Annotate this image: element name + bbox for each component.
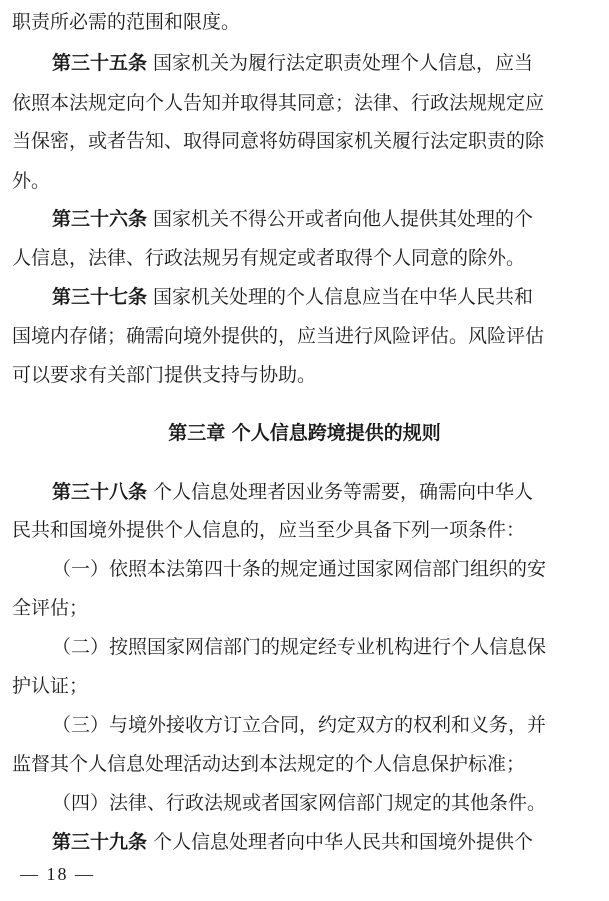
list-item: （一）依照本法第四十条的规定通过国家网信部门组织的安 (52, 558, 547, 580)
article-39: 第三十九条 个人信息处理者向中华人民共和国境外提供个 (52, 831, 534, 853)
list-item: （三）与境外接收方订立合同，约定双方的权利和义务，并 (52, 714, 547, 736)
article-number: 第三十五条 (52, 52, 148, 74)
chapter-title: 第三章 个人信息跨境提供的规则 (168, 422, 441, 444)
article-number: 第三十六条 (52, 208, 148, 230)
text-line: 职责所必需的范围和限度。 (12, 11, 241, 33)
article-38: 第三十八条 个人信息处理者因业务等需要，确需向中华人 (52, 481, 534, 503)
text-line: 护认证； (12, 675, 89, 697)
article-36: 第三十六条 国家机关不得公开或者向他人提供其处理的个 (52, 208, 534, 230)
text-line: 国境内存储；确需向境外提供的，应当进行风险评估。风险评估 (12, 325, 545, 347)
text-line: 可以要求有关部门提供支持与协助。 (12, 364, 317, 386)
article-number: 第三十七条 (52, 286, 148, 308)
list-item: （四）法律、行政法规或者国家网信部门规定的其他条件。 (52, 792, 547, 814)
text-line: 民共和国境外提供个人信息的，应当至少具备下列一项条件： (12, 519, 526, 541)
page-number: — 18 — (20, 864, 95, 884)
text-line: 当保密，或者告知、取得同意将妨碍国家机关履行法定职责的除 (12, 130, 545, 152)
article-37: 第三十七条 国家机关处理的个人信息应当在中华人民共和 (52, 286, 534, 308)
text-line: 人信息，法律、行政法规另有规定或者取得个人同意的除外。 (12, 247, 526, 269)
list-item: （二）按照国家网信部门的规定经专业机构进行个人信息保 (52, 636, 547, 658)
text-line: 依照本法规定向个人告知并取得其同意；法律、行政法规规定应 (12, 92, 545, 114)
article-35: 第三十五条 国家机关为履行法定职责处理个人信息，应当 (52, 52, 534, 74)
text-line: 监督其个人信息处理活动达到本法规定的个人信息保护标准； (12, 753, 526, 775)
text-line: 全评估； (12, 597, 89, 619)
article-number: 第三十八条 (52, 481, 148, 503)
text-line: 外。 (12, 170, 51, 192)
article-number: 第三十九条 (52, 831, 148, 853)
